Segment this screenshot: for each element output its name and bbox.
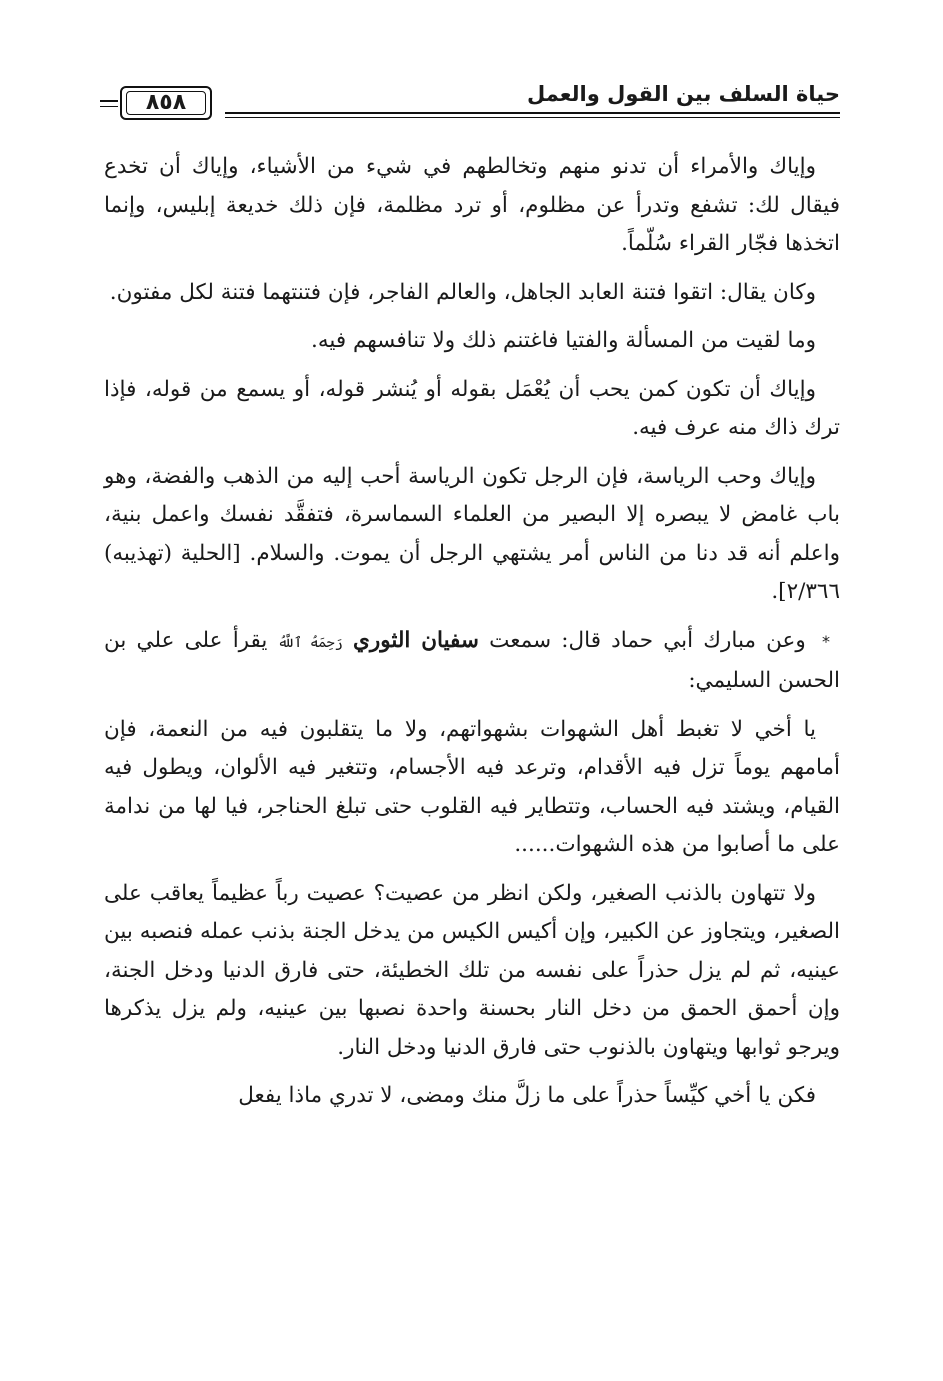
paragraph-6-tail: يقرأ على علي بن الحسن السليمي: [104, 627, 840, 693]
header-rule-thin [225, 117, 840, 118]
honorific: رَحِمَهُ ٱللَّهُ [277, 634, 343, 651]
page-number-frame [120, 86, 212, 120]
page-number-ornament-thin [100, 106, 118, 107]
paragraph-9: فكن يا أخي كيِّساً حذراً على ما زلَّ منك ومضى، لا تدري ماذا يفعل [238, 1083, 816, 1108]
page-number: ٨٥٨ [145, 90, 187, 115]
paragraph-4: وإياك أن تكون كمن يحب أن يُعْمَل بقوله أو يُنشر قوله، أو يسمع من قوله، فإذا ترك ذاك منه عرف فيه. [104, 376, 840, 440]
paragraph-7: يا أخي لا تغبط أهل الشهوات بشهواتهم، ولا ما يتقلبون فيه من النعمة، فإن أمامهم يوماً تزل فيه الأقدام، وترعد فيه الأجسام، وتتغير فيه الألوان، ويطول فيه القيام، ويشتد فيه الحساب، وتتطاير فيه القلوب حتى تبلغ الحناجر، فيا لها من ندامة على ما أصابوا من هذه الشهوات...... [104, 716, 840, 857]
paragraph-6 [104, 622, 840, 701]
paragraph-6-lead: وعن مبارك أبي حماد قال: سمعت [489, 627, 806, 653]
header-rule [225, 112, 840, 114]
page-number-ornament [100, 100, 118, 102]
paragraph-8: ولا تتهاون بالذنب الصغير، ولكن انظر من عصيت؟ عصيت رباً عظيماً يعاقب على الصغير، ويتجاوز عن الكبير، وإن أكيس الكيس من يدخل الجنة بذنب عمله فنصبه بين عينيه، ثم لم يزل حذراً على نفسه من تلك الخطيئة، حتى فارق الدنيا ودخل الجنة، وإن أحمق الحمق من دخل النار بحسنة واحدة نصبها بين عينيه، ولم يزل يذكرها ويرجو ثوابها ويتهاون بالذنوب حتى فارق الدنيا ودخل النار. [104, 880, 840, 1060]
page-body [104, 148, 840, 1126]
paragraph-3: وما لقيت من المسألة والفتيا فاغتنم ذلك ولا تنافسهم فيه. [310, 328, 816, 353]
page-header [100, 78, 840, 122]
scholar-name: سفيان الثوري [353, 627, 479, 653]
paragraph-2: وكان يقال: اتقوا فتنة العابد الجاهل، والعالم الفاجر، فإن فتنتهما فتنة لكل مفتون. [109, 279, 816, 305]
running-title: حياة السلف بين القول والعمل [526, 82, 840, 106]
section-star-icon: * [821, 631, 830, 651]
paragraph-1: وإياك والأمراء أن تدنو منهم وتخالطهم في شيء من الأشياء، وإياك أن تخدع فيقال لك: تشفع وتدرأ عن مظلوم، أو ترد مظلمة، فإن ذلك خديعة إبليس، وإنما اتخذها فجّار القراء سُلّماً. [104, 154, 840, 256]
paragraph-5: وإياك وحب الرياسة، فإن الرجل تكون الرياسة أحب إليه من الذهب والفضة، وهو باب غامض لا يبصره إلا البصير من العلماء السماسرة، فتفقَّد نفسك واعمل بنية، واعلم أنه قد دنا من الناس أمر يشتهي الرجل أن يموت. والسلام. [الحلية (تهذيبه) ٢/٣٦٦]. [104, 463, 840, 604]
